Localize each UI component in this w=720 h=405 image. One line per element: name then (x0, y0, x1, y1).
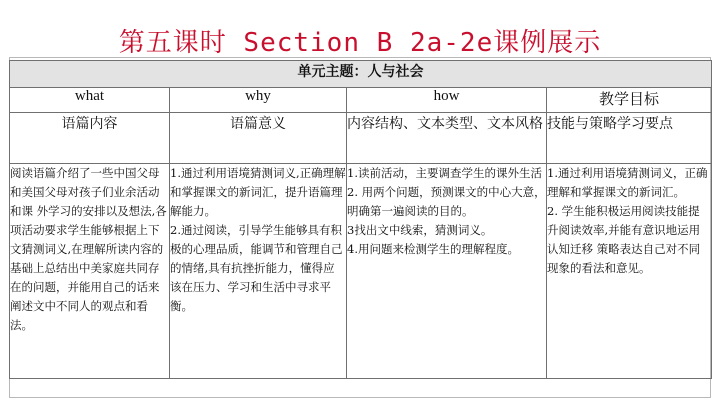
subheader-row (10, 113, 712, 164)
header-goals: 教学目标 (547, 88, 712, 113)
header-how: how (347, 88, 547, 113)
content-row (10, 164, 712, 379)
goal-item-2: 2. 学生能积极运用阅读技能提升阅读效率,并能有意识地运用认知迁移 策略表达自己对不同现象的看法和意见。 (547, 204, 701, 275)
header-row (10, 88, 712, 113)
how-item-2: 2. 用两个问题，预测课文的中心大意，明确第一遍阅读的目的。 (347, 185, 546, 218)
theme-row (10, 61, 712, 88)
header-why: why (170, 88, 347, 113)
goal-item-1: 1.通过利用语境猜测词义，正确理解和掌握课文的新词汇。 (547, 166, 708, 199)
how-item-4: 4.用问题来检测学生的理解程度。 (347, 242, 519, 256)
cell-what (10, 164, 170, 379)
subheader-text-content: 语篇内容 (10, 113, 170, 164)
cell-why (170, 164, 347, 379)
header-what: what (10, 88, 170, 113)
how-item-1: 1.读前活动，主要调查学生的课外生活 (347, 166, 542, 180)
cell-how (347, 164, 547, 379)
why-item-2: 2.通过阅读，引导学生能够具有积极的心理品质，能调节和管理自己的情绪,具有抗挫折能力，懂得应该在压力、学习和生活中寻求平衡。 (170, 223, 343, 313)
cell-goals (547, 164, 712, 379)
how-item-3: 3找出文中线索，猜测词义。 (347, 223, 493, 237)
subheader-structure-type-style: 内容结构、文本类型、文本风格 (347, 113, 547, 164)
slide-title: 第五课时 Section B 2a-2e课例展示 (118, 28, 602, 58)
what-text: 阅读语篇介绍了一些中国父母和美国父母对孩子们业余活动和课 外学习的安排以及想法,各项活动要求学生能够根据上下文猜测词义,在理解所读内容的基础上总结出中美家庭共同存在的问题，并能用自己的话来阐述文中不同人的观点和看法。 (10, 166, 167, 332)
unit-theme: 单元主题：人与社会 (10, 61, 712, 88)
why-item-1: 1.通过利用语境猜测词义,正确理解和掌握课文的新词汇，提升语篇理解能力。 (170, 166, 346, 218)
lesson-table (9, 60, 712, 379)
subheader-text-meaning: 语篇意义 (170, 113, 347, 164)
subheader-skills-strategies: 技能与策略学习要点 (547, 113, 712, 164)
